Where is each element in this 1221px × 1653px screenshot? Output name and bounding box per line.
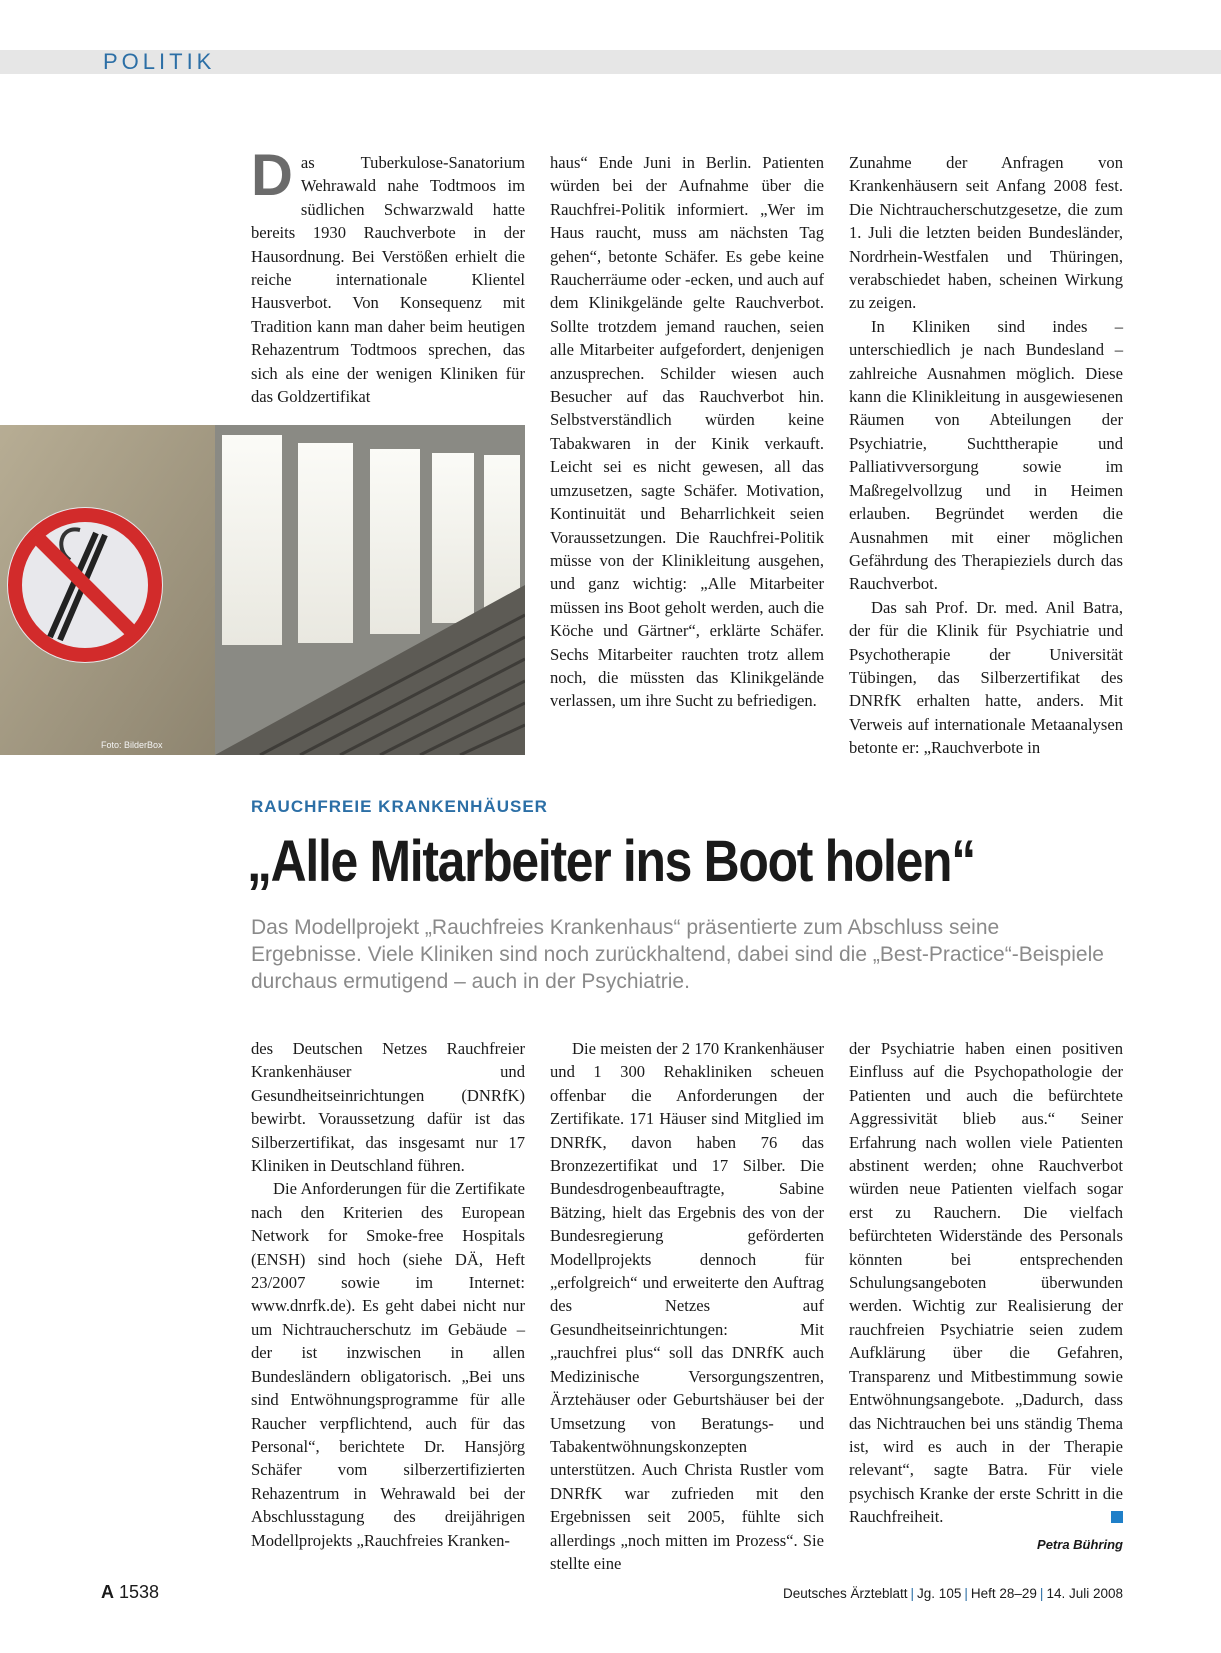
journal-volume: Jg. 105 bbox=[917, 1586, 962, 1601]
journal-name: Deutsches Ärzteblatt bbox=[782, 1586, 908, 1601]
article-headline: „Alle Mitarbeiter ins Boot holen“ bbox=[247, 829, 975, 894]
article-kicker: RAUCHFREIE KRANKENHÄUSER bbox=[251, 797, 548, 816]
photo-credit: Foto: BilderBox bbox=[101, 740, 163, 750]
paragraph: Die Anforderungen für die Zertifikate nach den Kriterien des European Network for Smoke-free Hospitals (ENSH) sind hoch (siehe DÄ, Heft 23/2007 sowie im Internet: www.dnrfk.de). Es geht dabei nicht nur um Nichtraucherschutz im Gebäude – der ist inzwischen in allen Bundesländern obligatorisch. „Bei uns sind Entwöhnungsprogramme für alle Raucher verpflichtend, auch für das Personal“, berichtete Dr. Hansjörg Schäfer vom silberzertifizierten Rehazentrum in Wehrawald bei der Abschlusstagung des dreijährigen Modellprojekts „Rauchfreies Kranken- bbox=[251, 1179, 525, 1550]
paragraph: des Deutschen Netzes Rauchfreier Krankenhäuser und Gesundheitseinrichtungen (DNRfK) bewirbt. Voraussetzung dafür ist das Silberzertifikat, das insgesamt nur 17 Kliniken in Deutschland führen. bbox=[251, 1039, 525, 1176]
article-column-bottom-2 bbox=[550, 1037, 824, 1575]
author-byline: Petra Bühring bbox=[1037, 1537, 1123, 1552]
paragraph: haus“ Ende Juni in Berlin. Patienten würden bei der Aufnahme über die Rauchfrei-Politik informiert. „Wer im Haus raucht, muss am nächsten Tag gehen“, betonte Schäfer. Es gebe keine Raucherräume oder -ecken, und auch auf dem Klinikgelände gelte Rauchverbot. Sollte trotzdem jemand rauchen, seien alle Mitarbeiter aufgefordert, denjenigen anzusprechen. Schilder wiesen auch Besucher auf das Rauchverbot hin. Selbstverständlich würden keine Tabakwaren in der Kinik verkauft. Leicht sei es nicht gewesen, all das umzusetzen, sagte Schäfer. Motivation, Kontinuität und Beharrlichkeit seien Voraussetzungen. Die Rauchfrei-Politik müsse von der Klinikleitung ausgehen, und ganz wichtig: „Alle Mitarbeiter müssen ins Boot geholt werden, auch die Köche und Gärtner“, erklärte Schäfer. Sechs Mitarbeiter rauchten trotz allem noch, die müssten das Klinikgelände verlassen, um ihre Sucht zu befriedigen. bbox=[550, 153, 824, 711]
paragraph: der Psychiatrie haben einen positiven Einfluss auf die Psychopathologie der Patienten und auch die befürchtete Aggressivität blieb aus.“ Seiner Erfahrung nach wollen viele Patienten abstinent werden; ohne Rauchverbot würden neue Patienten vielfach sogar erst zu Rauchern. Die vielfach befürchteten Widerstände des Personals könnten bei entsprechenden Schulungsangeboten überwunden werden. Wichtig zur Realisierung der rauchfreien Psychiatrie seien zudem Aufklärung über die Gefahren, Transparenz und Mitbestimmung sowie Entwöhnungsangebote. „Dadurch, dass das Nichtrauchen bei uns ständig Thema ist, wird es auch in der Therapie relevant“, sagte Batra. Für viele psychisch Kranke der erste Schritt in die Rauchfreiheit. bbox=[849, 1039, 1123, 1527]
journal-citation: Deutsches Ärzteblatt | Jg. 105 | Heft 28–29 | 14. Juli 2008 bbox=[782, 1586, 1123, 1601]
paragraph: as Tuberkulose-Sanatorium Wehrawald nahe Todtmoos im südlichen Schwarzwald hatte bereits 1930 Rauchverbote in der Hausordnung. Bei Verstößen erhielt die reiche internationale Klientel Hausverbot. Von Konsequenz mit Tradition kann man daher beim heutigen Rehazentrum Todtmoos sprechen, das sich als eine der wenigen Kliniken für das Goldzertifikat bbox=[251, 153, 525, 407]
article-column-top-1 bbox=[251, 143, 525, 408]
paragraph: Zunahme der Anfragen von Krankenhäusern seit Anfang 2008 fest. Die Nichtraucherschutzgesetze, die zum 1. Juli die letzten beiden Bundesländer, Nordrhein-Westfalen und Thüringen, verabschiedet haben, scheinen Wirkung zu zeigen. bbox=[849, 153, 1123, 313]
article-photo bbox=[0, 425, 525, 755]
no-smoking-staircase-image bbox=[0, 425, 525, 755]
no-smoking-sign-icon bbox=[7, 507, 163, 663]
article-column-bottom-1 bbox=[251, 1037, 525, 1552]
journal-issue: Heft 28–29 bbox=[970, 1586, 1037, 1601]
article-column-top-3 bbox=[849, 151, 1123, 760]
paragraph: Das sah Prof. Dr. med. Anil Batra, der für die Klinik für Psychiatrie und Psychotherapie der Universität Tübingen, das Silberzertifikat des DNRfK erhalten hatte, anders. Mit Verweis auf internationale Metaanalysen betonte er: „Rauchverbote in bbox=[849, 597, 1123, 758]
article-lead: Das Modellprojekt „Rauchfreies Krankenhaus“ präsentierte zum Abschluss seine Ergebnisse. Viele Kliniken sind noch zurückhaltend, dabei sind die „Best-Practice“-Beispiele durchaus ermutigend – auch in der Psychiatrie. bbox=[251, 916, 1104, 993]
article-column-bottom-3 bbox=[849, 1037, 1123, 1529]
article-column-top-2 bbox=[550, 151, 824, 713]
end-of-article-icon bbox=[1111, 1511, 1123, 1523]
drop-cap: D bbox=[251, 143, 293, 208]
paragraph: Die meisten der 2 170 Krankenhäuser und 1 300 Rehakliniken scheuen offenbar die Anforderungen der Zertifikate. 171 Häuser sind Mitglied im DNRfK, davon haben 76 das Bronzezertifikat und 17 Silber. Die Bundesdrogenbeauftragte, Sabine Bätzing, hielt das Ergebnis des von der Bundesregierung geförderten Modellprojekts dennoch für „erfolgreich“ und erweiterte den Auftrag des Netzes auf Gesundheitseinrichtungen: Mit „rauchfrei plus“ soll das DNRfK auch Medizinische Versorgungszentren, Ärztehäuser oder Geburtshäuser bei der Umsetzung von Beratungs- und Tabakentwöhnungskonzepten unterstützen. Auch Christa Rustler vom DNRfK war zufrieden mit den Ergebnissen seit 2005, fühlte sich allerdings „noch mitten im Prozess“. Sie stellte eine bbox=[550, 1039, 824, 1573]
journal-date: 14. Juli 2008 bbox=[1046, 1586, 1123, 1601]
page-number: A 1538 bbox=[101, 1582, 160, 1602]
paragraph: In Kliniken sind indes – unterschiedlich je nach Bundesland – zahlreiche Ausnahmen möglich. Diese kann die Klinikleitung in ausgewiesenen Räumen von Abteilungen der Psychiatrie, Suchttherapie und Palliativversorgung sowie im Maßregelvollzug und in Heimen erlauben. Begründet werden die Ausnahmen mit einer möglichen Gefährdung des Therapieziels durch das Rauchverbot. bbox=[849, 316, 1123, 594]
section-label: POLITIK bbox=[103, 49, 216, 74]
